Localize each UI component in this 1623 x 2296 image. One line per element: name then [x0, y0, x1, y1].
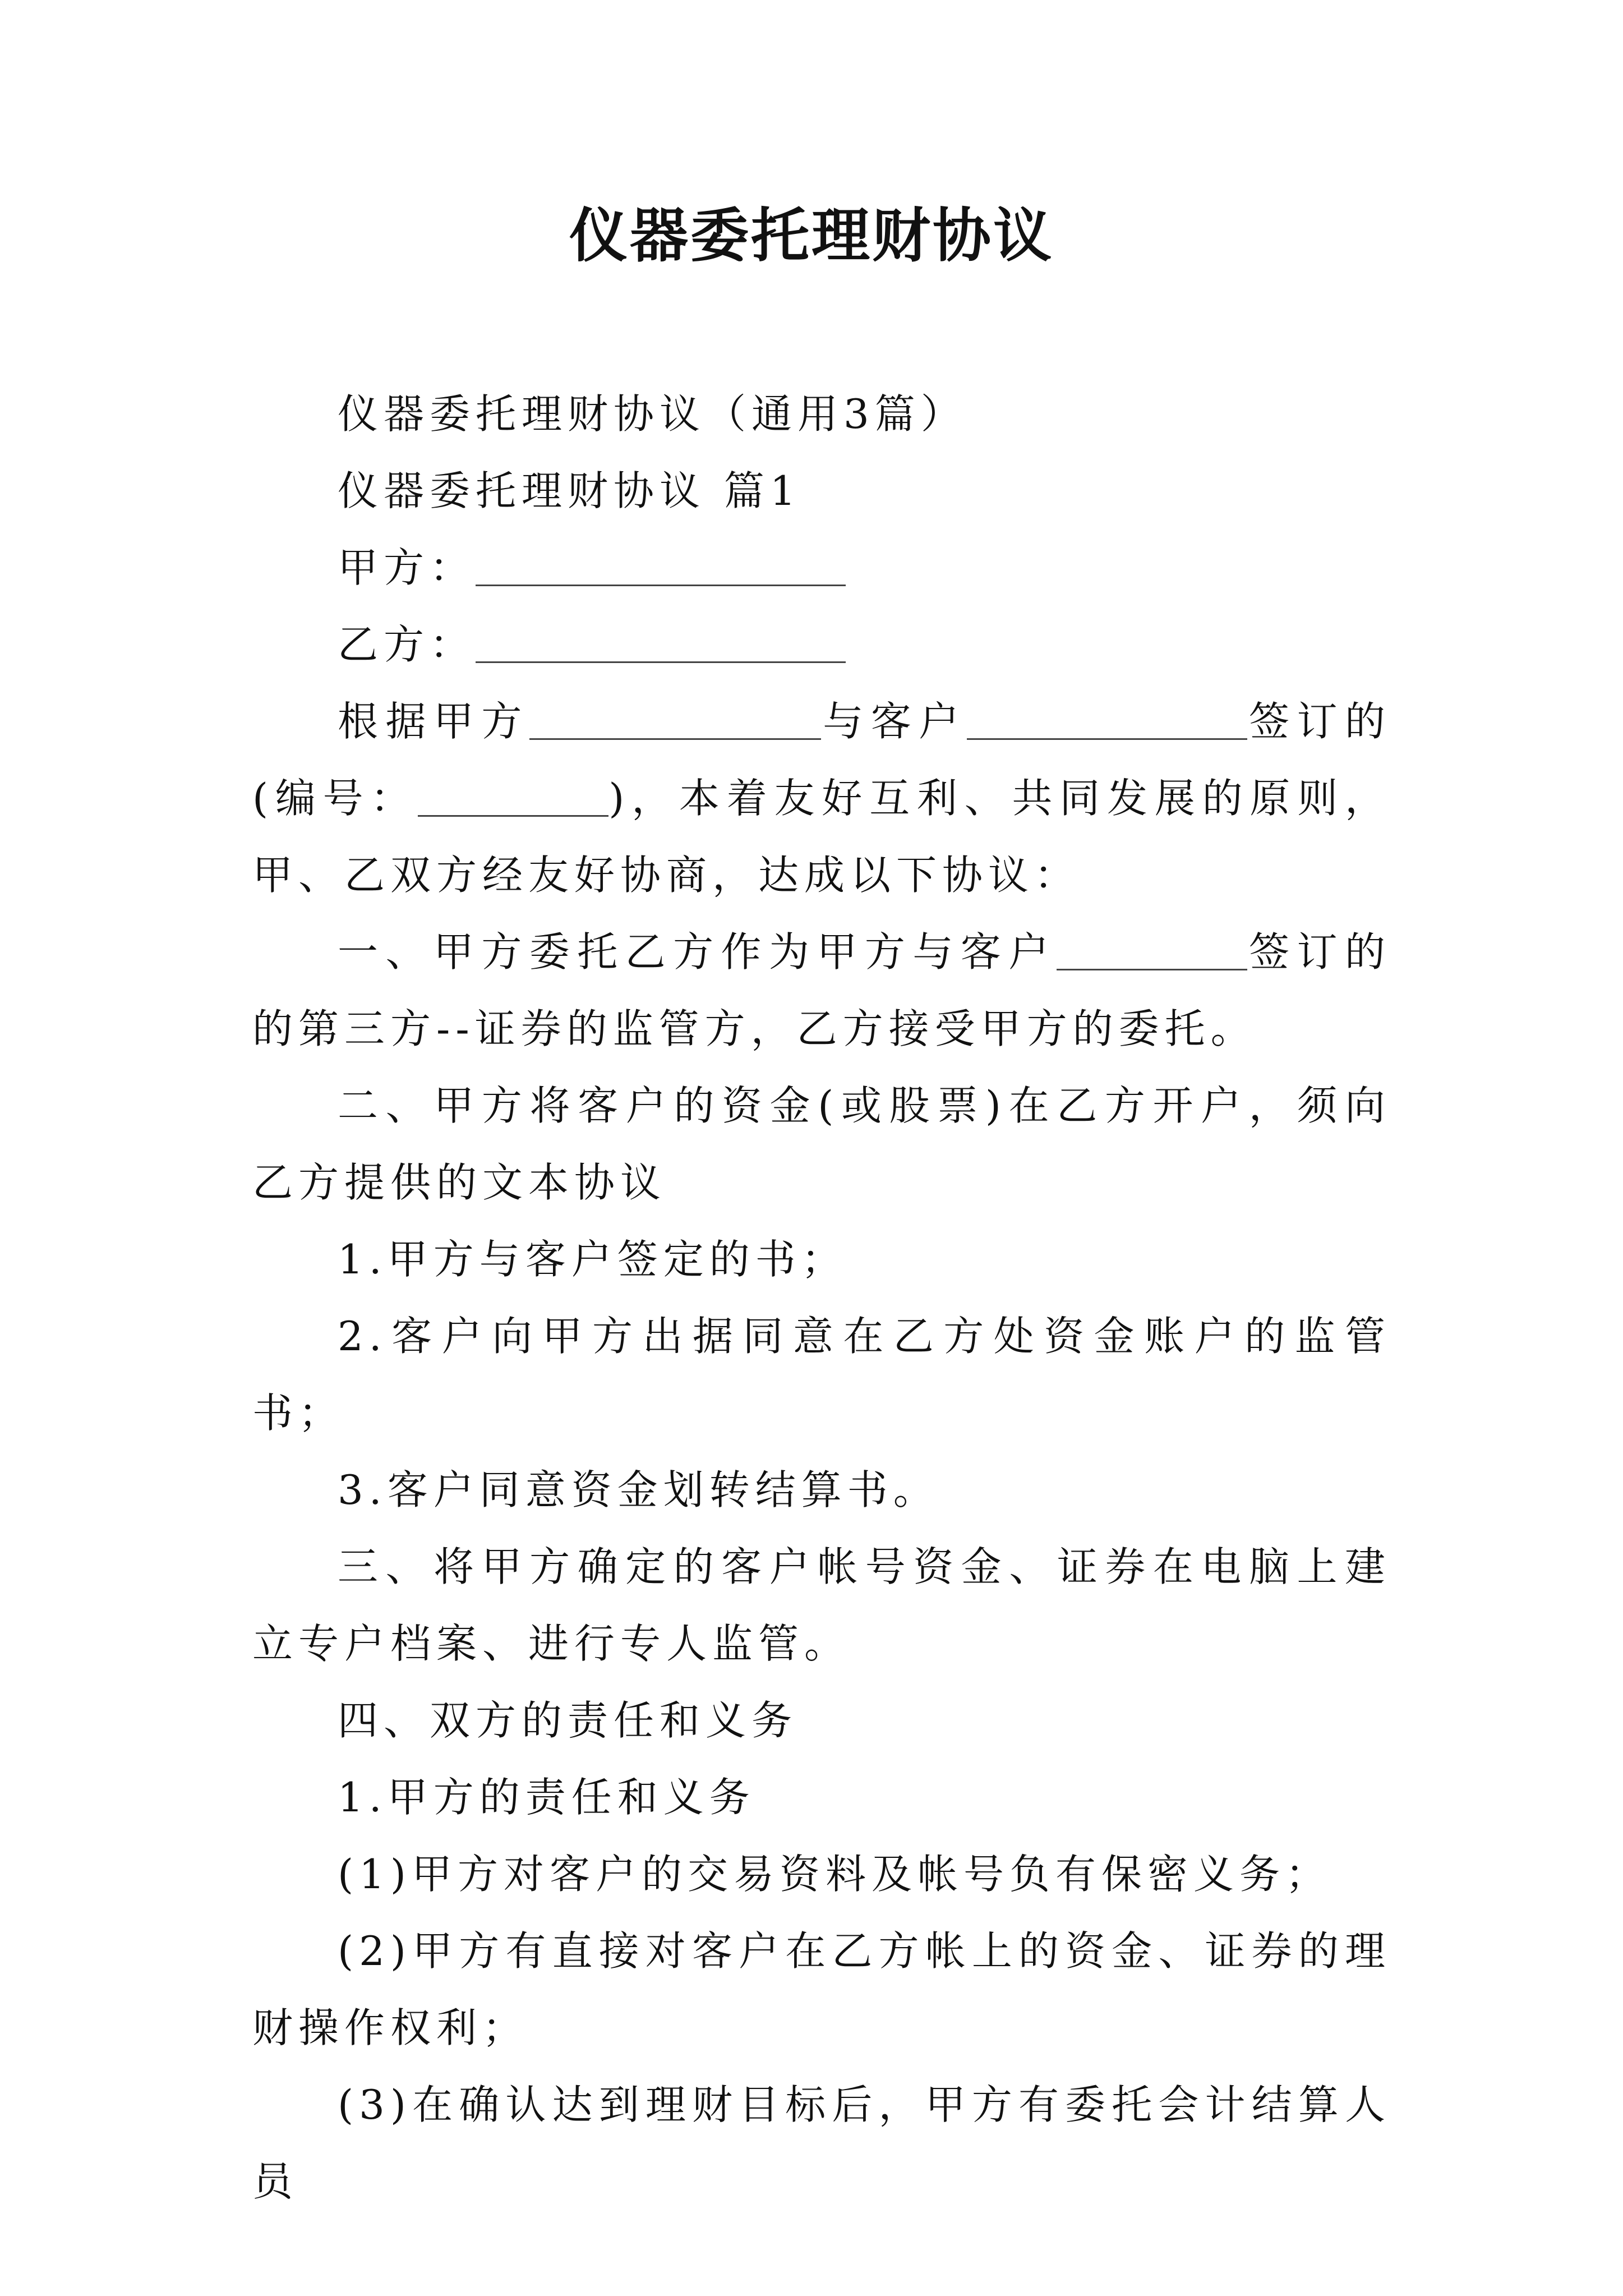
document-body — [252, 376, 1391, 2220]
subtitle: 仪器委托理财协议（通用3篇） — [338, 390, 967, 438]
clause-2: 二、甲方将客户的资金(或股票)在乙方开户，须向乙方提供的文本协议 — [252, 1082, 1391, 1206]
clause-1-text-1: 一、甲方委托乙方作为甲方与客户 — [338, 928, 1057, 976]
part-heading: 仪器委托理财协议 篇1 — [338, 467, 801, 514]
intro-text-2: 与客户 — [820, 698, 967, 745]
party-b-blank — [476, 616, 846, 663]
clause-4-item-1-sub-1: (1)甲方对客户的交易资料及帐号负有保密义务； — [338, 1851, 1331, 1898]
clause-4-item-1-sub-2: (2)甲方有直接对客户在乙方帐上的资金、证券的理财操作权利； — [252, 1927, 1391, 2051]
clause-1-text-2: 签订的的第三方--证券的监管方，乙方接受甲方的委托。 — [252, 928, 1391, 1052]
clause-1 — [252, 914, 1391, 1068]
clause-2-item-2: 2.客户向甲方出据同意在乙方处资金账户的监管书； — [252, 1313, 1391, 1437]
party-a-label: 甲方： — [338, 544, 476, 591]
clause-2-item-1: 1.甲方与客户签定的书； — [338, 1236, 847, 1283]
clause-4: 四、双方的责任和义务 — [338, 1697, 798, 1744]
party-a-blank — [476, 540, 846, 586]
document-title: 仪器委托理财协议 — [569, 201, 1054, 270]
intro-text-4: )，本着友好互利、共同发展的原则，甲、乙双方经友好协商，达成以下协议： — [252, 775, 1391, 899]
clause-4-item-1-sub-3: (3)在确认达到理财目标后，甲方有委托会计结算人员 — [252, 2081, 1391, 2205]
clause-3: 三、将甲方确定的客户帐号资金、证券在电脑上建立专户档案、进行专人监管。 — [252, 1543, 1391, 1667]
party-a-name-blank — [529, 693, 821, 740]
contract-number-blank — [418, 770, 608, 817]
intro-text-3: 签订的(编号： — [252, 698, 1391, 822]
clause-4-item-1: 1.甲方的责任和义务 — [338, 1774, 755, 1821]
customer-name-blank — [967, 693, 1247, 740]
clause-2-item-3: 3.客户同意资金划转结算书。 — [338, 1466, 939, 1513]
party-a-line — [252, 530, 1391, 606]
party-b-label: 乙方： — [338, 621, 476, 668]
intro-paragraph — [252, 683, 1391, 914]
party-b-line — [252, 606, 1391, 683]
clause-1-customer-blank — [1057, 924, 1247, 970]
intro-text-1: 根据甲方 — [338, 698, 529, 745]
